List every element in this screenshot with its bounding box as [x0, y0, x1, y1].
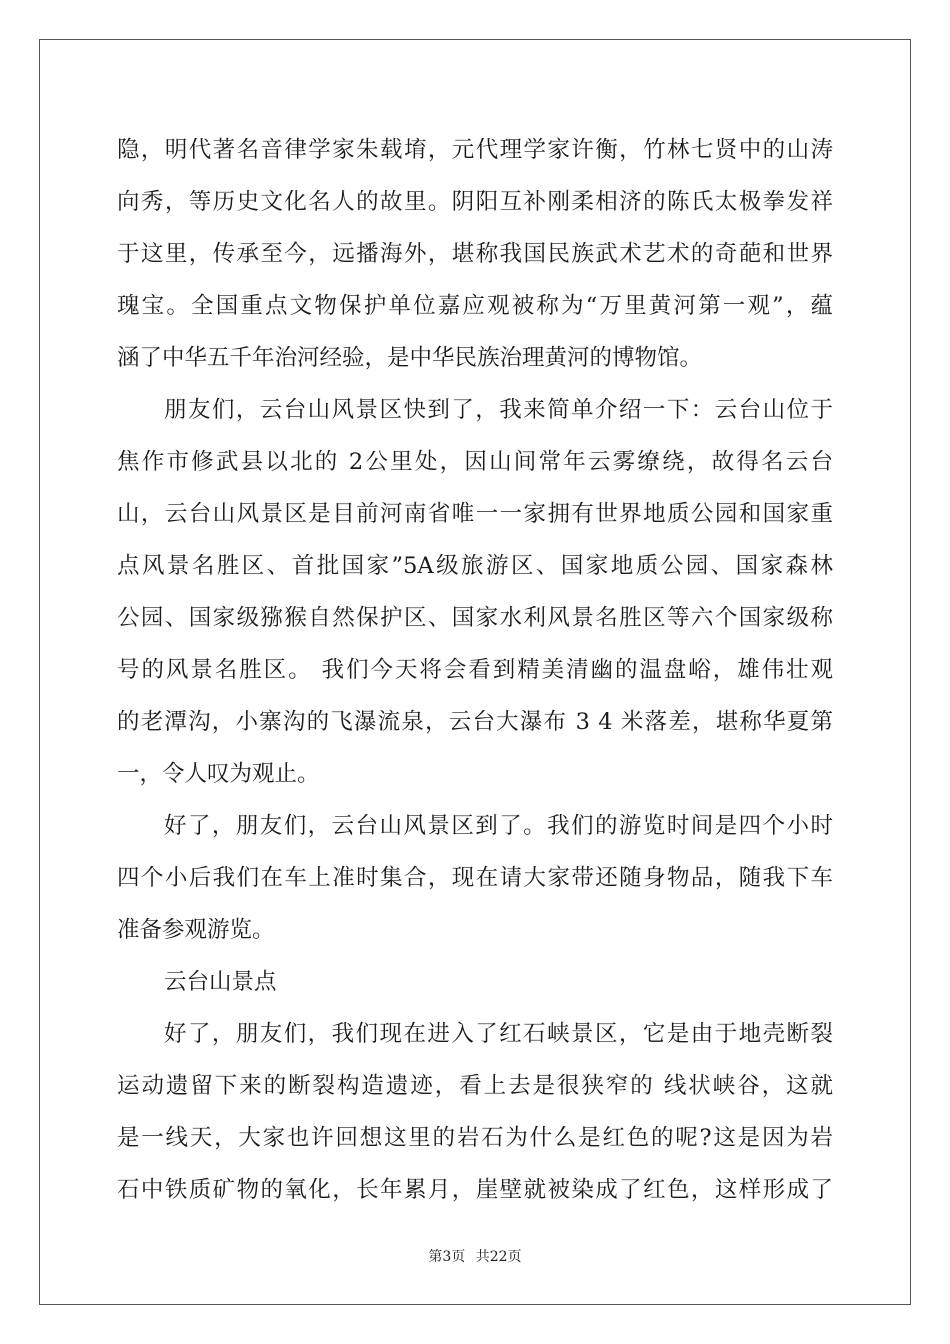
page-total: 共22页	[475, 1249, 522, 1265]
text-line: 运动遗留下来的断裂构造遗迹，看上去是很狭窄的 线状峡谷，这就	[117, 1073, 833, 1099]
text-line: 石中铁质矿物的氧化，长年累月，崖壁就被染成了红色，这样形成了	[117, 1177, 833, 1203]
text-line: 隐，明代著名音律学家朱载堉，元代理学家许衡，竹林七贤中的山涛	[117, 137, 833, 163]
text-line: 焦作市修武县以北的 2公里处，因山间常年云雾缭绕，故得名云台	[117, 449, 833, 475]
paragraph-first-line: 好了，朋友们，云台山风景区到了。我们的游览时间是四个小时	[164, 813, 833, 839]
text-line: 瑰宝。全国重点文物保护单位嘉应观被称为“万里黄河第一观”，蕴	[117, 293, 833, 319]
text-line: 准备参观游览。	[117, 917, 275, 943]
text-line: 一，令人叹为观止。	[117, 761, 320, 787]
text-line: 点风景名胜区、首批国家”5A级旅游区、国家地质公园、国家森林	[117, 553, 833, 579]
page-footer	[0, 1248, 950, 1266]
text-line: 涵了中华五千年治河经验，是中华民族治理黄河的博物馆。	[117, 345, 703, 371]
text-line: 号的风景名胜区。 我们今天将会看到精美清幽的温盘峪，雄伟壮观	[117, 657, 833, 683]
paragraph-first-line: 好了，朋友们，我们现在进入了红石峡景区，它是由于地壳断裂	[164, 1021, 833, 1047]
text-line: 公园、国家级猕猴自然保护区、国家水利风景名胜区等六个国家级称	[117, 605, 833, 631]
text-line: 四个小后我们在车上准时集合，现在请大家带还随身物品，随我下车	[117, 865, 833, 891]
text-line: 于这里，传承至今，远播海外，堪称我国民族武术艺术的奇葩和世界	[117, 241, 833, 267]
text-line: 的老潭沟，小寨沟的飞瀑流泉，云台大瀑布 3 4 米落差，堪称华夏第	[117, 709, 833, 735]
text-line: 山，云台山风景区是目前河南省唯一一家拥有世界地质公园和国家重	[117, 501, 833, 527]
text-line: 是一线天，大家也许回想这里的岩石为什么是红色的呢?这是因为岩	[117, 1125, 833, 1151]
page-number: 第3页	[428, 1249, 466, 1265]
paragraph-first-line: 朋友们，云台山风景区快到了，我来简单介绍一下：云台山位于	[164, 397, 833, 423]
text-line: 向秀，等历史文化名人的故里。阴阳互补刚柔相济的陈氏太极拳发祥	[117, 189, 833, 215]
section-heading: 云台山景点	[164, 969, 277, 995]
